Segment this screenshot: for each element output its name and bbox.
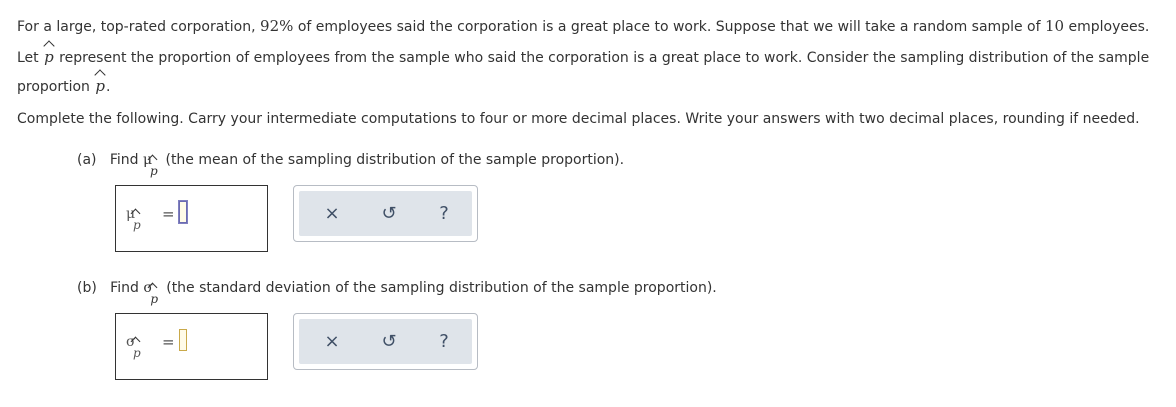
part-b-action-panel bbox=[293, 313, 478, 370]
find-text: Find bbox=[110, 280, 139, 296]
equals-sign: = bbox=[162, 333, 175, 351]
part-b-text: (the standard deviation of the sampling distribution of the sample proportion). bbox=[166, 280, 717, 296]
part-b-answer-box bbox=[115, 313, 268, 380]
part-b-prompt bbox=[77, 280, 717, 306]
sample-size-value: 10 bbox=[1044, 17, 1065, 35]
clear-button[interactable] bbox=[312, 319, 352, 364]
sigma-p-hat-symbol: σ p bbox=[126, 334, 141, 360]
part-a-text: (the mean of the sampling distribution of the sample proportion). bbox=[165, 152, 625, 168]
part-a-answer-box bbox=[115, 185, 268, 252]
problem-text: of employees said the corporation is a great place to work. Suppose that we will take a random sample of bbox=[293, 19, 1045, 35]
mu-p-hat-symbol: μ p bbox=[126, 206, 141, 232]
find-text: Find bbox=[109, 152, 139, 168]
help-icon: ? bbox=[439, 203, 449, 224]
part-b-label: (b) bbox=[77, 280, 97, 296]
p-hat-symbol: p bbox=[44, 48, 54, 66]
clear-button[interactable] bbox=[312, 191, 352, 236]
problem-text: proportion bbox=[17, 79, 95, 95]
part-a-prompt bbox=[77, 152, 625, 178]
problem-text: . bbox=[106, 79, 111, 95]
undo-button[interactable] bbox=[369, 319, 409, 364]
problem-line-1 bbox=[17, 17, 1149, 35]
undo-icon: ↺ bbox=[381, 203, 397, 224]
part-a-action-panel bbox=[293, 185, 478, 242]
problem-line-3 bbox=[17, 77, 110, 95]
undo-icon: ↺ bbox=[381, 331, 397, 352]
percent-value: 92% bbox=[260, 17, 294, 35]
sigma-p-hat-symbol: σ p bbox=[143, 280, 158, 306]
equals-sign: = bbox=[162, 205, 175, 223]
mu-p-hat-symbol: μ p bbox=[143, 152, 158, 178]
undo-button[interactable] bbox=[369, 191, 409, 236]
close-icon: × bbox=[324, 203, 340, 224]
mean-input[interactable] bbox=[179, 201, 187, 223]
help-button[interactable] bbox=[424, 191, 464, 236]
part-a-label: (a) bbox=[77, 152, 97, 168]
instructions: Complete the following. Carry your intermediate computations to four or more decimal places. Write your answers with two decimal places, rounding if needed. bbox=[17, 111, 1140, 127]
std-dev-input[interactable] bbox=[179, 329, 187, 351]
problem-text: For a large, top-rated corporation, bbox=[17, 19, 261, 35]
problem-text: represent the proportion of employees from the sample who said the corporation is a great place to work. Consider the sampling distribution of the sample bbox=[54, 50, 1150, 66]
help-button[interactable] bbox=[424, 319, 464, 364]
close-icon: × bbox=[324, 331, 340, 352]
p-hat-symbol: p bbox=[95, 77, 105, 95]
problem-text: Let bbox=[17, 50, 44, 66]
problem-text: employees. bbox=[1064, 19, 1150, 35]
problem-line-2 bbox=[17, 48, 1149, 66]
help-icon: ? bbox=[439, 331, 449, 352]
